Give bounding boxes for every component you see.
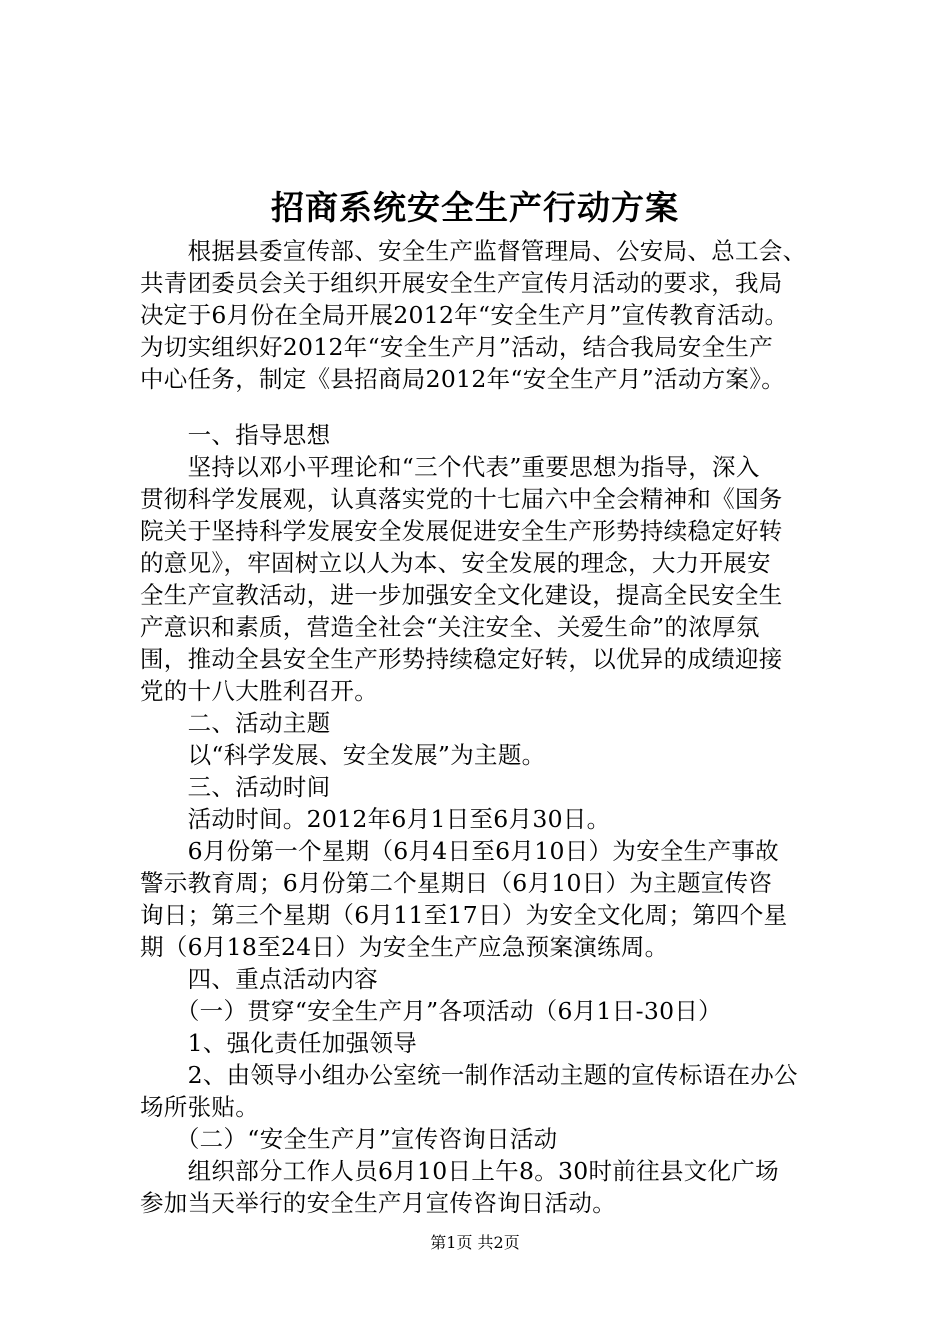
paragraph-line: 的意见》，牢固树立以人为本、安全发展的理念，大力开展安 xyxy=(140,549,771,577)
paragraph-line: 决定于6月份在全局开展2012年“安全生产月”宣传教育活动。 xyxy=(140,301,789,329)
paragraph-line: 中心任务，制定《县招商局2012年“安全生产月”活动方案》。 xyxy=(140,365,786,393)
section-heading: 四、重点活动内容 xyxy=(140,965,378,993)
section-heading: 一、指导思想 xyxy=(140,421,331,449)
paragraph-line: 围，推动全县安全生产形势持续稳定好转，以优异的成绩迎接 xyxy=(140,645,783,673)
paragraph-line: 为切实组织好2012年“安全生产月”活动，结合我局安全生产 xyxy=(140,333,774,361)
page-number: 第1页 共2页 xyxy=(430,1233,520,1252)
paragraph-line: 根据县委宣传部、安全生产监督管理局、公安局、总工会、 xyxy=(140,237,807,265)
subsection-heading: （二）“安全生产月”宣传咨询日活动 xyxy=(140,1125,558,1153)
paragraph-line: 询日；第三个星期（6月11至17日）为安全文化周；第四个星 xyxy=(140,901,788,929)
paragraph-line: 场所张贴。 xyxy=(140,1093,259,1121)
list-item: 1、强化责任加强领导 xyxy=(140,1029,418,1057)
section-heading: 三、活动时间 xyxy=(140,773,331,801)
paragraph-line: 期（6月18至24日）为安全生产应急预案演练周。 xyxy=(140,933,669,961)
section-heading: 二、活动主题 xyxy=(140,709,331,737)
paragraph-line: 组织部分工作人员6月10日上午8。30时前往县文化广场 xyxy=(140,1157,779,1185)
paragraph-line: 以“科学发展、安全发展”为主题。 xyxy=(140,741,546,769)
list-item: 2、由领导小组办公室统一制作活动主题的宣传标语在办公 xyxy=(140,1061,798,1089)
paragraph-line: 党的十八大胜利召开。 xyxy=(140,677,378,705)
paragraph-line: 参加当天举行的安全生产月宣传咨询日活动。 xyxy=(140,1189,616,1217)
paragraph-line: 产意识和素质，营造全社会“关注安全、关爱生命”的浓厚氛 xyxy=(140,613,760,641)
paragraph-line: 警示教育周；6月份第二个星期日（6月10日）为主题宣传咨 xyxy=(140,869,773,897)
paragraph-line: 共青团委员会关于组织开展安全生产宣传月活动的要求，我局 xyxy=(140,269,783,297)
subsection-heading: （一）贯穿“安全生产月”各项活动（6月1日-30日） xyxy=(140,997,722,1025)
paragraph-line: 活动时间。2012年6月1日至6月30日。 xyxy=(140,805,611,833)
paragraph-line: 贯彻科学发展观，认真落实党的十七届六中全会精神和《国务 xyxy=(140,485,783,513)
paragraph-line: 坚持以邓小平理论和“三个代表”重要思想为指导，深入 xyxy=(140,453,760,481)
paragraph-line: 6月份第一个星期（6月4日至6月10日）为安全生产事故 xyxy=(140,837,779,865)
paragraph-line: 院关于坚持科学发展安全发展促进安全生产形势持续稳定好转 xyxy=(140,517,783,545)
document-title: 招商系统安全生产行动方案 xyxy=(271,188,679,227)
paragraph-line: 全生产宣教活动，进一步加强安全文化建设，提高全民安全生 xyxy=(140,581,783,609)
